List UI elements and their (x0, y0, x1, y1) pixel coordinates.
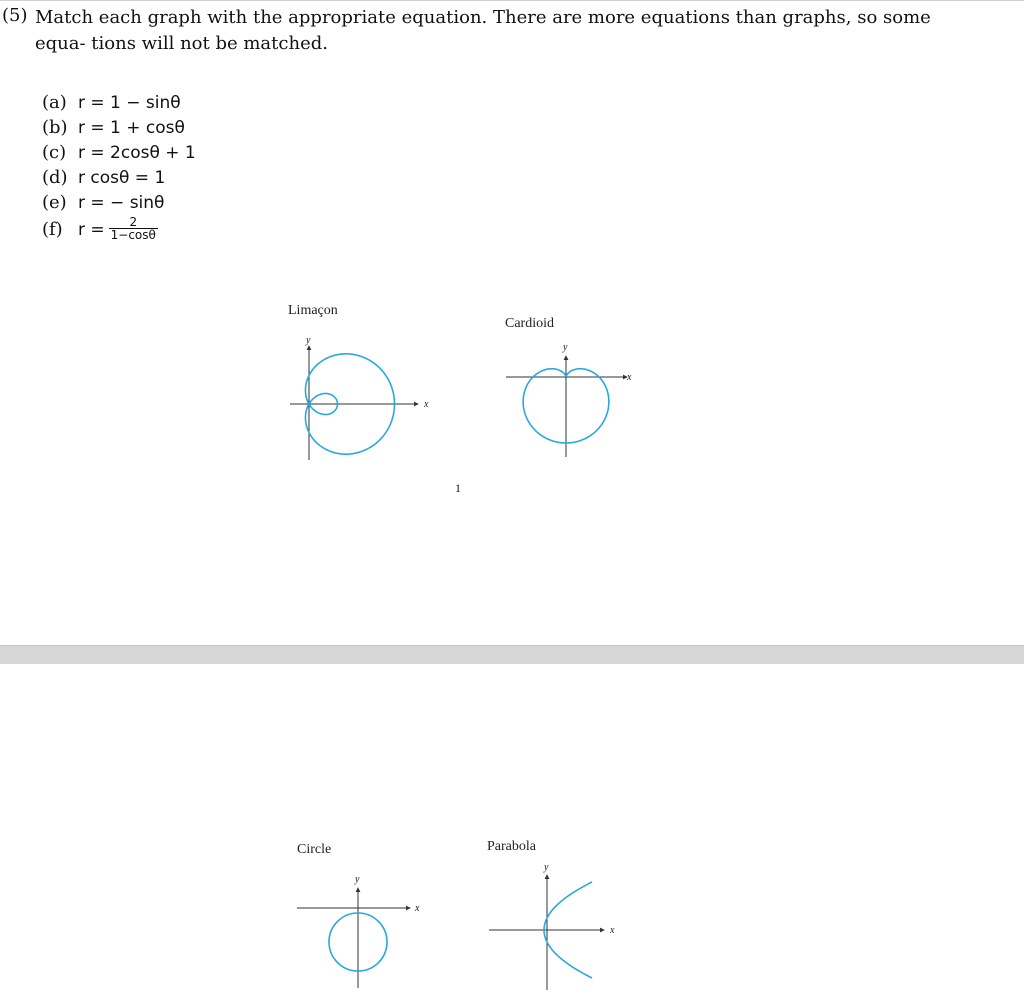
choice-label: (b) (42, 117, 68, 138)
cardioid-graph (506, 342, 632, 457)
choice-equation: r = − sinθ (78, 193, 165, 213)
fraction-denominator: 1−cosθ (110, 227, 156, 242)
circle-y-label: y (355, 874, 360, 885)
parabola-graph (489, 862, 615, 990)
choice-label: (e) (42, 192, 67, 213)
choice-label: (a) (42, 92, 67, 113)
circle-graph (297, 874, 420, 988)
limacon-x-label: x (424, 399, 429, 410)
question-text: Match each graph with the appropriate equation. There are more equations than graphs, so some equa- tions will not be matched. (35, 7, 931, 54)
choice-label: (f) (42, 219, 63, 240)
fraction-numerator: 2 (109, 216, 158, 229)
parabola-y-label: y (544, 862, 549, 873)
choice-equation: r = 1 + cosθ (78, 118, 185, 138)
parabola-x-label: x (610, 925, 615, 936)
choice-label: (d) (42, 167, 68, 188)
cardioid-title: Cardioid (505, 316, 554, 331)
choice-equation-prefix: r = (78, 220, 105, 240)
limacon-y-label: y (306, 335, 311, 346)
choice-equation: r = 2cosθ + 1 (78, 143, 196, 163)
limacon-graph (290, 335, 429, 460)
choice-equation: r cosθ = 1 (78, 168, 166, 188)
limacon-title: Limaçon (288, 303, 338, 318)
cardioid-y-label: y (563, 342, 568, 353)
circle-x-label: x (415, 903, 420, 914)
parabola-title: Parabola (487, 839, 536, 854)
question-number: (5) (2, 5, 28, 26)
cardioid-x-label: x (627, 372, 632, 383)
choice-label: (c) (42, 142, 67, 163)
circle-title: Circle (297, 842, 332, 857)
page-number: 1 (455, 481, 461, 495)
choice-equation: r = 1 − sinθ (78, 93, 181, 113)
